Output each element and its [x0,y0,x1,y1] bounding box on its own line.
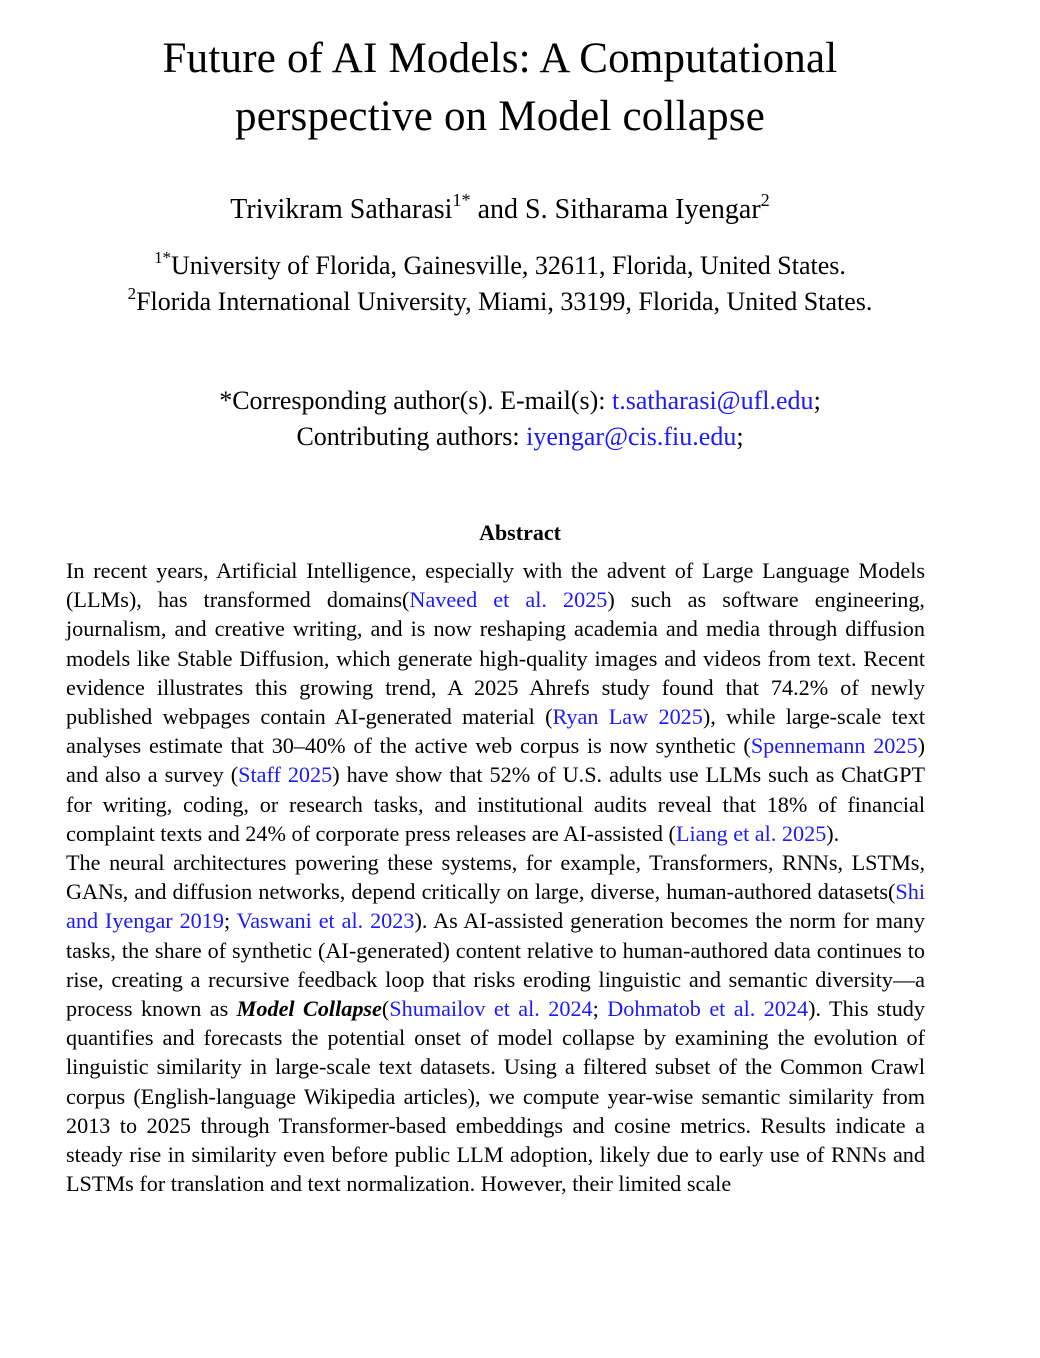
abstract-heading: Abstract [479,520,561,545]
abstract-p1-text-6: ). [826,820,840,846]
citation-liang-2025[interactable]: Liang et al. 2025 [675,820,827,846]
affiliations [20,248,980,320]
citation-separator: ; [592,996,608,1022]
affiliation-1-text: University of Florida, Gainesville, 32611, Florida, United States. [170,251,846,280]
citation-vaswani-2023[interactable]: Vaswani et al. 2023 [236,908,415,934]
corresponding-label: *Corresponding author(s). E-mail(s): [219,386,612,415]
corresponding-email-link[interactable]: t.satharasi@ufl.edu [612,386,814,415]
affiliation-2-text: Florida International University, Miami, 33199, Florida, United States. [136,287,873,316]
affiliation-2-superscript: 2 [127,283,137,303]
abstract-p1-text-1: In recent years, Artificial Intelligence, especially with the advent of Large Language Models (LLMs), has transformed domains( [66,558,925,613]
contributing-line [60,419,980,455]
abstract-p1-text-3: ), while large-scale text analyses estimate that 30–40% of the active web corpus is now synthetic ( [66,704,925,759]
citation-naveed-2025[interactable]: Naveed et al. 2025 [409,587,608,613]
author-conjunction: and [470,194,526,225]
author-2-superscript: 2 [760,189,770,210]
abstract-paragraph-1 [66,556,925,848]
corresponding-line [60,383,980,419]
abstract-p1-text-5: ) have show that 52% of U.S. adults use LLMs such as ChatGPT for writing, coding, or research tasks, and institutional audits reveal that 18% of financial complaint texts and 24% of corporate press releases are AI-assisted ( [66,762,926,846]
citation-ryan-law-2025[interactable]: Ryan Law 2025 [552,704,703,730]
abstract-p1-text-4: ) and also a survey ( [66,733,925,788]
title-line-1: Future of AI Models: A Computational [162,35,838,82]
citation-spennemann-2025[interactable]: Spennemann 2025 [750,733,918,759]
abstract-p2-text-3: ( [381,996,390,1022]
abstract-p2-text-1: The neural architectures powering these systems, for example, Transformers, RNNs, LSTMs, GANs, and diffusion networks, depend critically on large, diverse, human-authored datasets( [66,850,925,905]
affiliation-2 [20,284,980,320]
contributing-label: Contributing authors: [296,422,527,451]
citation-shi-iyengar-2019[interactable]: Shi and Iyengar 2019 [66,879,925,934]
author-2: S. Sitharama Iyengar [525,194,761,225]
abstract-body [66,556,925,1198]
citation-shumailov-2024[interactable]: Shumailov et al. 2024 [389,996,593,1022]
abstract-p2-text-2: ). As AI-assisted generation becomes the norm for many tasks, the share of synthetic (AI-generated) content relative to human-authored data continues to rise, creating a recursive feedback loop that risks eroding linguistic and semantic diversity—a process known as [66,908,925,1022]
contributing-email-link[interactable]: iyengar@cis.fiu.edu [526,422,737,451]
paper-title [60,30,940,146]
abstract-paragraph-2 [66,848,925,1198]
citation-dohmatob-2024[interactable]: Dohmatob et al. 2024 [607,996,809,1022]
author-list [60,190,940,230]
abstract-p2-text-4: ). This study quantifies and forecasts the potential onset of model collapse by examining the evolution of linguistic similarity in large-scale text datasets. Using a filtered subset of the Common Crawl corpus (English-language Wikipedia articles), we compute year-wise semantic similarity from 2013 to 2025 through Transformer-based embeddings and cosine metrics. Results indicate a steady rise in similarity even before public LLM adoption, likely due to early use of RNNs and LSTMs for translation and text normalization. However, their limited scale [66,996,925,1197]
affiliation-1-superscript: 1* [154,247,171,267]
model-collapse-term: Model Collapse [236,996,382,1022]
title-line-2: perspective on Model collapse [235,93,765,140]
citation-staff-2025[interactable]: Staff 2025 [238,762,333,788]
author-1-superscript: 1* [452,189,471,210]
contributing-separator: ; [736,422,744,451]
affiliation-1 [20,248,980,284]
author-1: Trivikram Satharasi [230,194,453,225]
correspondence-block [60,383,980,455]
corresponding-separator: ; [813,386,821,415]
citation-separator: ; [223,908,237,934]
abstract-p1-text-2: ) such as software engineering, journalism, and creative writing, and is now reshaping academia and media through diffusion models like Stable Diffusion, which generate high-quality images and videos from text. Recent evidence illustrates this growing trend, A 2025 Ahrefs study found that 74.2% of newly published webpages contain AI-generated material ( [66,587,925,730]
